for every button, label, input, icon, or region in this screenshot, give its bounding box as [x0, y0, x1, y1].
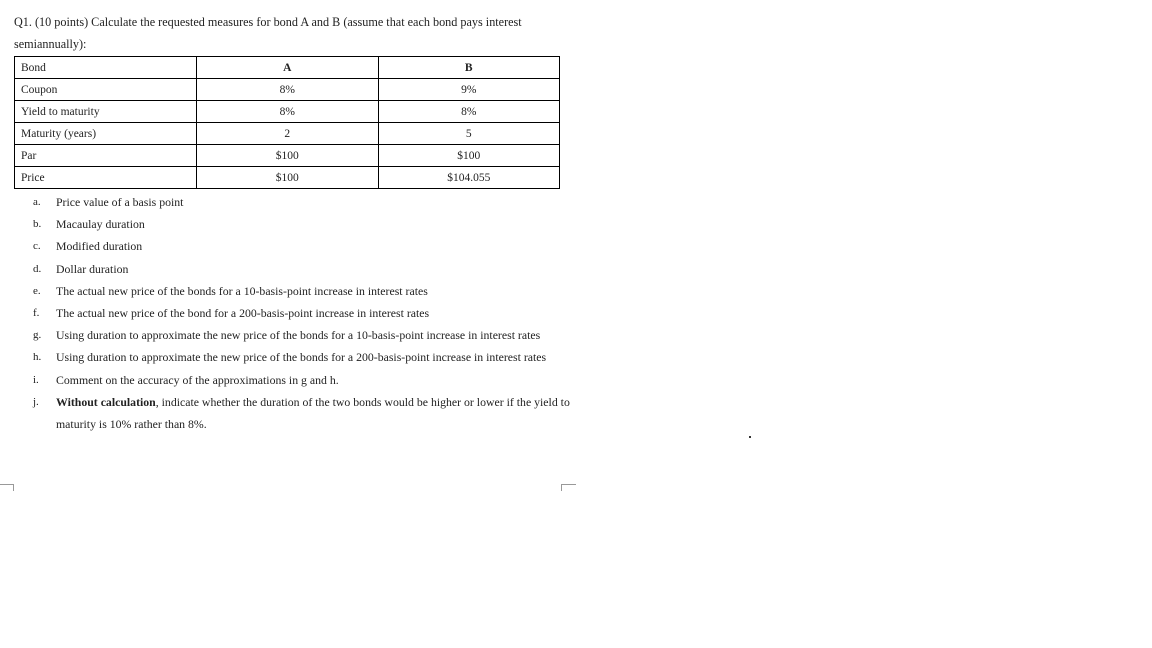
item-marker: h. [33, 351, 42, 364]
table-row-maturity [15, 123, 560, 145]
item-text: The actual new price of the bonds for a 10-basis-point increase in interest rates [56, 283, 428, 298]
list-item [30, 346, 570, 368]
stray-dot [749, 436, 751, 438]
item-text: Using duration to approximate the new price of the bonds for a 10-basis-point increase in interest rates [56, 328, 541, 343]
bond-table [14, 56, 560, 189]
list-item [30, 302, 570, 324]
table-row-yield [15, 101, 560, 123]
list-item [30, 391, 570, 435]
item-text: The actual new price of the bond for a 200-basis-point increase in interest rates [56, 306, 430, 321]
cell-b: $100 [378, 145, 560, 167]
list-item [30, 235, 570, 257]
table-row-par [15, 145, 560, 167]
list-item [30, 280, 570, 302]
table-header-row [15, 57, 560, 79]
item-text: Modified duration [56, 239, 143, 254]
cell-b: $104.055 [378, 167, 560, 189]
cell-a: $100 [197, 145, 379, 167]
item-marker: d. [33, 262, 42, 275]
item-text: Comment on the accuracy of the approximations in g and h. [56, 372, 339, 387]
item-marker: j. [33, 395, 39, 408]
row-label: Par [15, 145, 197, 167]
item-marker: e. [33, 284, 41, 297]
item-text: Macaulay duration [56, 217, 145, 232]
list-item [30, 258, 570, 280]
row-label: Coupon [15, 79, 197, 101]
question-items-list [30, 191, 570, 435]
page-corner-mark-left [0, 484, 14, 491]
item-text: Price value of a basis point [56, 195, 184, 209]
row-label: Maturity (years) [15, 123, 197, 145]
item-text: , indicate whether the duration of the two bonds would be higher or lower if the yield to maturity is 10% rather than 8%. [56, 394, 570, 432]
item-text: Dollar duration [56, 261, 129, 276]
row-label: Yield to maturity [15, 101, 197, 123]
header-cell-a: A [197, 57, 379, 79]
list-item [30, 191, 570, 213]
list-item [30, 324, 570, 346]
item-marker: c. [33, 240, 41, 253]
question-heading: Q1. (10 points) Calculate the requested measures for bond A and B (assume that each bond pays interest semiannually): [14, 15, 522, 51]
item-marker: a. [33, 196, 41, 208]
list-item [30, 213, 570, 235]
row-label: Price [15, 167, 197, 189]
cell-b: 8% [378, 101, 560, 123]
item-bold-text: Without calculation [56, 394, 156, 409]
item-text: Using duration to approximate the new price of the bonds for a 200-basis-point increase in interest rates [56, 350, 547, 365]
header-cell-bond: Bond [15, 57, 197, 79]
item-marker: i. [33, 373, 39, 386]
cell-a: 2 [197, 123, 379, 145]
cell-a: 8% [197, 79, 379, 101]
list-item [30, 369, 570, 391]
table-row-coupon [15, 79, 560, 101]
page-corner-mark-right [561, 484, 576, 491]
cell-a: $100 [197, 167, 379, 189]
header-cell-b: B [378, 57, 560, 79]
item-marker: g. [33, 329, 42, 342]
cell-a: 8% [197, 101, 379, 123]
table-row-price [15, 167, 560, 189]
cell-b: 5 [378, 123, 560, 145]
cell-b: 9% [378, 79, 560, 101]
item-marker: f. [33, 307, 40, 320]
item-marker: b. [33, 218, 42, 231]
